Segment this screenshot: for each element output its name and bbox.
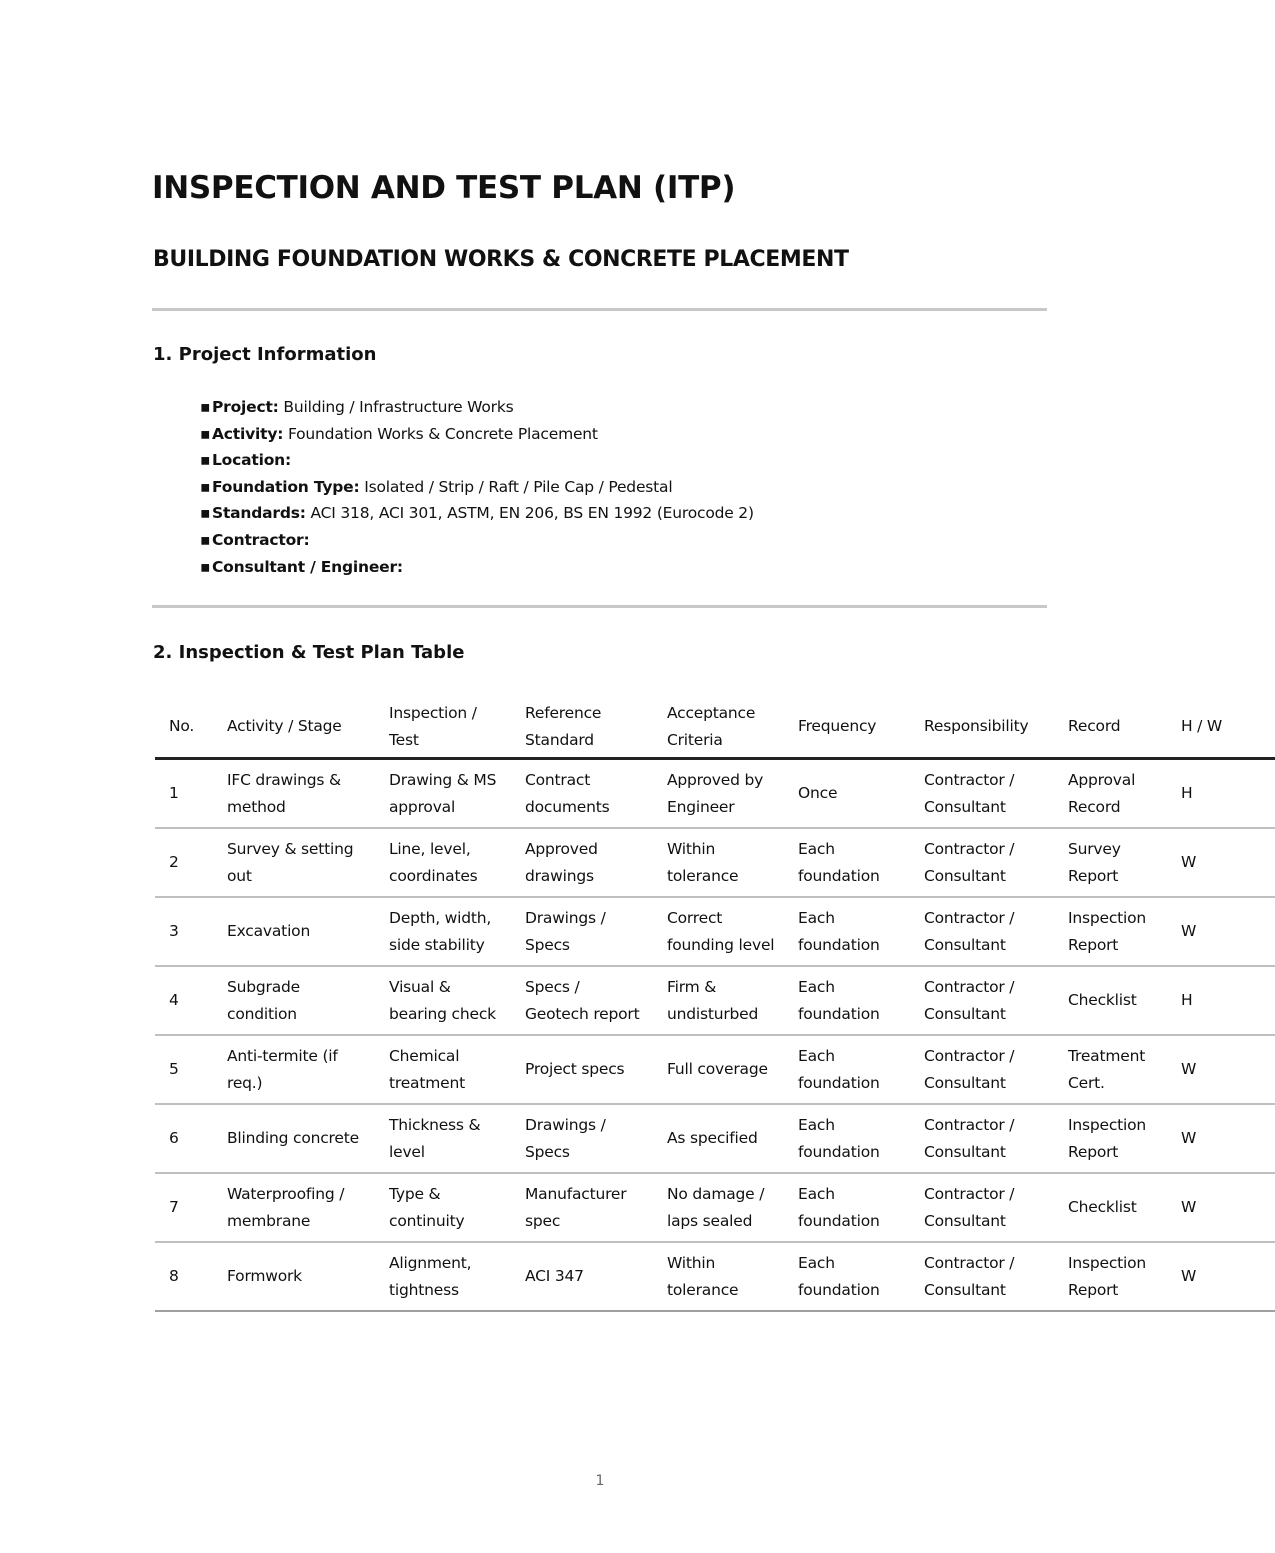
cell-record: Survey Report bbox=[1054, 828, 1167, 897]
column-header-frequency: Frequency bbox=[784, 696, 910, 759]
cell-record: Inspection Report bbox=[1054, 1242, 1167, 1311]
bullet-icon: ▪ bbox=[200, 530, 211, 549]
cell-inspection: Line, level, coordinates bbox=[375, 828, 511, 897]
cell-hold-witness: W bbox=[1167, 1242, 1275, 1311]
cell-acceptance: No damage / laps sealed bbox=[653, 1173, 784, 1242]
cell-hold-witness: H bbox=[1167, 966, 1275, 1035]
table-header-row bbox=[155, 696, 1275, 759]
project-info-label: Consultant / Engineer: bbox=[212, 557, 403, 576]
column-header-responsibility: Responsibility bbox=[910, 696, 1054, 759]
cell-reference: Project specs bbox=[511, 1035, 653, 1104]
column-header-reference: Reference Standard bbox=[511, 696, 653, 759]
cell-responsibility: Contractor / Consultant bbox=[910, 1242, 1054, 1311]
project-info-item bbox=[200, 447, 754, 474]
column-header-record: Record bbox=[1054, 696, 1167, 759]
project-info-label: Project: bbox=[212, 398, 279, 416]
cell-reference: Drawings / Specs bbox=[511, 1104, 653, 1173]
cell-reference: ACI 347 bbox=[511, 1242, 653, 1311]
cell-record: Inspection Report bbox=[1054, 1104, 1167, 1173]
cell-activity: Waterproofing / membrane bbox=[213, 1173, 375, 1242]
cell-activity: IFC drawings & method bbox=[213, 759, 375, 829]
cell-no: 8 bbox=[155, 1242, 213, 1311]
cell-responsibility: Contractor / Consultant bbox=[910, 828, 1054, 897]
column-header-activity: Activity / Stage bbox=[213, 696, 375, 759]
cell-inspection: Thickness & level bbox=[375, 1104, 511, 1173]
document-subtitle: BUILDING FOUNDATION WORKS & CONCRETE PLACEMENT bbox=[153, 247, 849, 272]
cell-frequency: Each foundation bbox=[784, 828, 910, 897]
cell-record: Treatment Cert. bbox=[1054, 1035, 1167, 1104]
project-info-value: Isolated / Strip / Raft / Pile Cap / Pedestal bbox=[364, 477, 673, 496]
cell-hold-witness: W bbox=[1167, 828, 1275, 897]
project-info-item bbox=[200, 554, 754, 581]
cell-activity: Anti-termite (if req.) bbox=[213, 1035, 375, 1104]
cell-responsibility: Contractor / Consultant bbox=[910, 1104, 1054, 1173]
cell-inspection: Alignment, tightness bbox=[375, 1242, 511, 1311]
cell-no: 3 bbox=[155, 897, 213, 966]
cell-acceptance: Firm & undisturbed bbox=[653, 966, 784, 1035]
project-info-value: ACI 318, ACI 301, ASTM, EN 206, BS EN 1992 (Eurocode 2) bbox=[310, 504, 754, 523]
column-header-hold-witness: H / W bbox=[1167, 696, 1275, 759]
cell-activity: Excavation bbox=[213, 897, 375, 966]
column-header-acceptance: Acceptance Criteria bbox=[653, 696, 784, 759]
cell-reference: Contract documents bbox=[511, 759, 653, 829]
cell-frequency: Each foundation bbox=[784, 1173, 910, 1242]
cell-acceptance: Approved by Engineer bbox=[653, 759, 784, 829]
project-info-value: Foundation Works & Concrete Placement bbox=[287, 424, 598, 443]
section-heading-project-information: 1. Project Information bbox=[153, 344, 377, 365]
project-info-value: Building / Infrastructure Works bbox=[283, 398, 514, 416]
itp-table bbox=[155, 696, 1275, 1312]
cell-record: Approval Record bbox=[1054, 759, 1167, 829]
project-info-item bbox=[200, 474, 754, 501]
cell-activity: Formwork bbox=[213, 1242, 375, 1311]
section-heading-itp-table: 2. Inspection & Test Plan Table bbox=[153, 642, 465, 663]
cell-hold-witness: W bbox=[1167, 1173, 1275, 1242]
cell-acceptance: Within tolerance bbox=[653, 828, 784, 897]
cell-frequency: Each foundation bbox=[784, 897, 910, 966]
bullet-icon: ▪ bbox=[200, 424, 211, 443]
project-info-label: Location: bbox=[212, 451, 291, 470]
bullet-icon: ▪ bbox=[200, 557, 211, 576]
column-header-no: No. bbox=[155, 696, 213, 759]
cell-responsibility: Contractor / Consultant bbox=[910, 1173, 1054, 1242]
cell-frequency: Once bbox=[784, 759, 910, 829]
cell-hold-witness: W bbox=[1167, 1104, 1275, 1173]
cell-frequency: Each foundation bbox=[784, 1104, 910, 1173]
project-info-item bbox=[200, 394, 754, 421]
cell-reference: Drawings / Specs bbox=[511, 897, 653, 966]
cell-acceptance: As specified bbox=[653, 1104, 784, 1173]
divider bbox=[152, 308, 1047, 311]
cell-acceptance: Full coverage bbox=[653, 1035, 784, 1104]
cell-record: Checklist bbox=[1054, 1173, 1167, 1242]
cell-inspection: Visual & bearing check bbox=[375, 966, 511, 1035]
project-info-item bbox=[200, 527, 754, 554]
cell-acceptance: Within tolerance bbox=[653, 1242, 784, 1311]
cell-inspection: Chemical treatment bbox=[375, 1035, 511, 1104]
bullet-icon: ▪ bbox=[200, 477, 211, 496]
divider bbox=[152, 605, 1047, 608]
cell-responsibility: Contractor / Consultant bbox=[910, 966, 1054, 1035]
project-info-label: Foundation Type: bbox=[212, 477, 360, 496]
cell-no: 6 bbox=[155, 1104, 213, 1173]
project-info-label: Contractor: bbox=[212, 530, 310, 549]
cell-no: 4 bbox=[155, 966, 213, 1035]
cell-inspection: Depth, width, side stability bbox=[375, 897, 511, 966]
table-row bbox=[155, 1242, 1275, 1311]
project-info-list bbox=[200, 394, 754, 580]
cell-frequency: Each foundation bbox=[784, 1242, 910, 1311]
table-row bbox=[155, 1035, 1275, 1104]
table-row bbox=[155, 828, 1275, 897]
cell-no: 2 bbox=[155, 828, 213, 897]
cell-hold-witness: W bbox=[1167, 1035, 1275, 1104]
cell-activity: Survey & setting out bbox=[213, 828, 375, 897]
cell-frequency: Each foundation bbox=[784, 1035, 910, 1104]
cell-activity: Blinding concrete bbox=[213, 1104, 375, 1173]
cell-hold-witness: W bbox=[1167, 897, 1275, 966]
cell-frequency: Each foundation bbox=[784, 966, 910, 1035]
bullet-icon: ▪ bbox=[200, 398, 211, 416]
bullet-icon: ▪ bbox=[200, 504, 211, 523]
cell-acceptance: Correct founding level bbox=[653, 897, 784, 966]
table-row bbox=[155, 897, 1275, 966]
column-header-inspection: Inspection / Test bbox=[375, 696, 511, 759]
project-info-item bbox=[200, 500, 754, 527]
table-row bbox=[155, 759, 1275, 829]
cell-hold-witness: H bbox=[1167, 759, 1275, 829]
bullet-icon: ▪ bbox=[200, 451, 211, 470]
cell-reference: Approved drawings bbox=[511, 828, 653, 897]
cell-no: 5 bbox=[155, 1035, 213, 1104]
page-number: 1 bbox=[595, 1473, 605, 1489]
cell-activity: Subgrade condition bbox=[213, 966, 375, 1035]
cell-reference: Manufacturer spec bbox=[511, 1173, 653, 1242]
project-info-label: Standards: bbox=[212, 504, 306, 523]
cell-inspection: Drawing & MS approval bbox=[375, 759, 511, 829]
cell-responsibility: Contractor / Consultant bbox=[910, 897, 1054, 966]
project-info-label: Activity: bbox=[212, 424, 284, 443]
cell-record: Checklist bbox=[1054, 966, 1167, 1035]
table-row bbox=[155, 1173, 1275, 1242]
cell-responsibility: Contractor / Consultant bbox=[910, 1035, 1054, 1104]
cell-responsibility: Contractor / Consultant bbox=[910, 759, 1054, 829]
cell-no: 1 bbox=[155, 759, 213, 829]
cell-inspection: Type & continuity bbox=[375, 1173, 511, 1242]
table-row bbox=[155, 1104, 1275, 1173]
cell-no: 7 bbox=[155, 1173, 213, 1242]
table-row bbox=[155, 966, 1275, 1035]
cell-reference: Specs / Geotech report bbox=[511, 966, 653, 1035]
cell-record: Inspection Report bbox=[1054, 897, 1167, 966]
document-title: INSPECTION AND TEST PLAN (ITP) bbox=[152, 170, 736, 206]
project-info-item bbox=[200, 421, 754, 448]
